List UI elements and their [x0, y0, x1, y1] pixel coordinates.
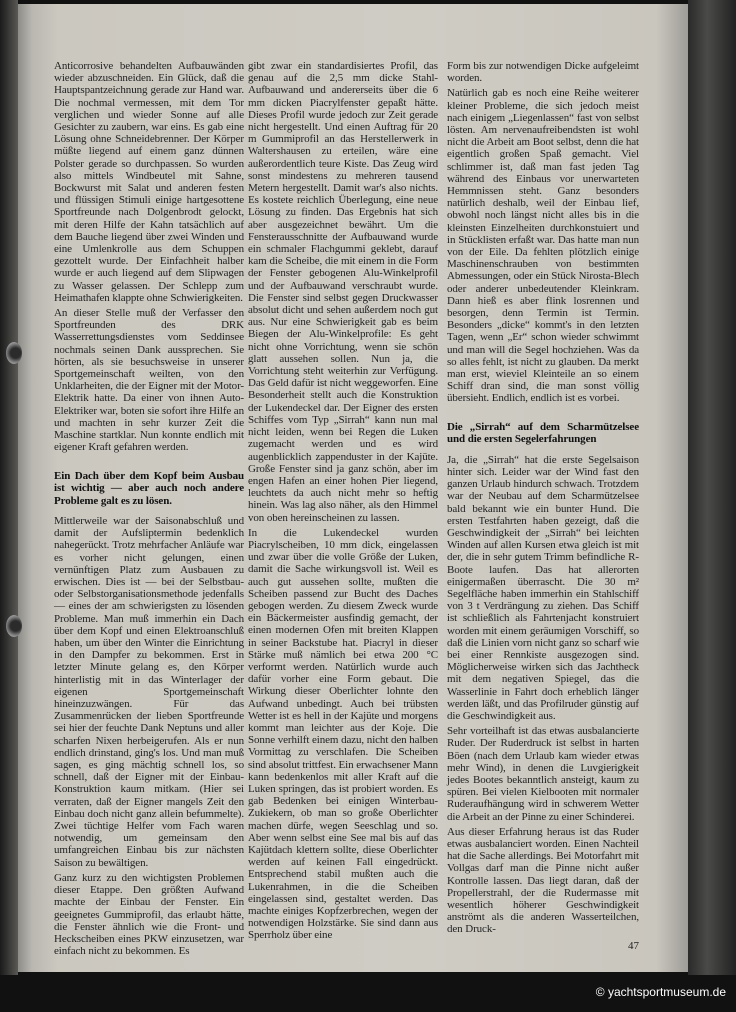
text-column-2 [248, 60, 438, 945]
text-column-3-wrapper [447, 60, 726, 999]
section-heading: Die „Sirrah“ auf dem Scharmützelsee und die ersten Segelerfahrungen [447, 420, 639, 446]
paragraph: Form bis zur notwendigen Dicke aufgeleimt worden. [447, 60, 639, 85]
paragraph: In die Lukendeckel wurden Piacrylscheiben, 10 mm dick, eingelassen und zwar über die volle Größe der Luken, damit die Sache wirkungsvoll ist. Weil es auch gut aussehen sollte, mußten die Scheiben passend zur Bucht des Daches gebogen werden. Zu diesem Zweck wurde ein Bäckermeister ausfindig gemacht, der einen modernen Ofen mit breiten Klappen in seiner Backstube hat. Piacryl in dieser Stärke muß nämlich bei etwa 200 °C verformt werden. Natürlich wurde auch dafür vorher eine Form gebaut. Die Wirkung dieser Oberlichter lohnte den Aufwand unbedingt. Auch bei trübsten Wetter ist es hell in der Kajüte und morgens kommt man leichter aus der Koje. Die Sonne verhilft einem dazu, nicht den halben Vormittag zu verschlafen. Die Scheiben sind absolut trittfest. Ein erwachsener Mann kann bedenkenlos mit aller Kraft auf die Luken springen, das ist probiert worden. Es gab Bedenken bei einigen Winterbau-Zukiekern, ob man so große Oberlichter machen dürfe, wegen Seeschlag und so. Aber wenn selbst eine See mal bis auf das Kajütdach klettern sollte, diese Oberlichter werden auf keinen Fall eingedrückt. Entsprechend stabil mußten auch die Lukenrahmen, in die die Scheiben eingelassen sind, gestaltet werden. Das machte einiges Kopfzerbrechen, wegen der notwendigen Holzstärke. Sie sind dann aus Sperrholz über eine [248, 526, 438, 942]
book-spine [0, 0, 18, 975]
text-column-1 [54, 60, 244, 960]
paragraph: gibt zwar ein standardisiertes Profil, das genau auf die 2,5 mm dicke Stahl-Aufbauwand und andererseits über die 6 mm dicken Piacrylfenster gepaßt hätte. Dieses Profil wurde jedoch zur Zeit gerade nicht hergestellt. Und einen Auftrag für 20 m Gummiprofil an das Herstellerwerk in Waltershausen zu erteilen, wäre eine außerordentlich teure Kiste. Das Zeug wird sonst mindestens zu mehreren tausend Metern hergestellt. Damit war's also nichts. Es kostete reichlich Überlegung, eine neue Lösung zu finden. Das Ergebnis hat sich aber ausgezeichnet bewährt. Um die Fensterausschnitte der Aufbauwand wurde ein schmaler Flachgummi geklebt, darauf kam die Scheibe, die mit einem in die Form der Fenster gebogenen Alu-Winkelprofil und der Aufbauwand verschraubt wurde. Die Fenster sind selbst gegen Druckwasser absolut dicht und sehen außerdem noch gut aus. Nur eine Schwierigkeit gab es beim Biegen der Alu-Winkelprofile: Es geht nicht ohne Vorrichtung, wenn sie schön glatt aussehen sollen. Nun ja, die Vorrichtung steht weiterhin zur Verfügung. Das Geld dafür ist nicht weggeworfen. Eine Besonderheit stellt auch die Konstruktion der Lukendeckel dar. Der Eigner des ersten Schiffes vom Typ „Sirrah“ kann nun mal nicht leiden, wenn bei Regen die Luken zugemacht werden und es wird augenblicklich zappenduster in der Kajüte. Große Fenster sind ja ganz schön, aber im engen Hafen an einer hohen Pier liegend, leuchtets da auch nicht mehr so heftig hinein. Was lag also näher, als den Himmel von oben hereinscheinen zu lassen. [248, 60, 438, 524]
binder-ring-hole [6, 342, 22, 364]
paragraph: Mittlerweile war der Saisonabschluß und damit der Aufsliptermin bedenklich nahegerückt. Trotz mehrfacher Anläufe war es vorher nicht gelungen, einen vernünftigen Platz zum Ausbauen zu erwischen. Dies ist — bei der Selbstbau- oder Selbstorganisationsmethode jedenfalls — eines der am schwierigsten zu lösenden Probleme. Man muß immerhin ein Dach über dem Kopf und einen Elektroanschluß haben, um über den Winter die Einrichtung in den Dampfer zu bekommen. Erst in letzter Minute gelang es, den Körper hinterlistig mit in das Winterlager der eigenen Sportgemeinschaft hineinzuzwängen. Für das Zusammenrücken der lieben Sportfreunde sei hier der feuchte Dank Neptuns und aller scharfen Nixen herbeigerufen. Als er nun endlich drinstand, ging's los. Und man muß sagen, es ging mächtig schnell los, so schnell, daß der Eigner mit der Einbau-Konstruktion kaum mitkam. (Hier sei verraten, daß der Eigner mangels Zeit den Einbau doch nicht ganz allein befummelte). Zwei tüchtige Helfer vom Fach waren notwendig, um gemeinsam den umfangreichen Einbau bis zur nächsten Saison zu bewältigen. [54, 515, 244, 869]
binder-ring-hole [6, 615, 22, 637]
paragraph: Natürlich gab es noch eine Reihe weiterer kleiner Probleme, die sich jedoch meist nach einigem „Liegenlassen“ fast von selbst lösten. Am nervenaufreibendsten ist wohl nicht die Arbeit am Boot selbst, denn die hat eigentlich großen Spaß gemacht. Viel schlimmer ist, daß man fast jeden Tag während des Einbaus vor unerwarteten Hemmnissen steht. Ganz besonders natürlich deshalb, weil der Einbau lief, obwohl noch längst nicht alles bis in die kleinsten Einzelheiten durchkonstuiert und in Stücklisten erfaßt war. Das hatte man nun von der Eile. Da fehlten plötzlich einige Maschinenschrauben von bestimmten Abmessungen, oder ein Stück Nirosta-Blech oder anderer unbedeutender Kleinkram. Dann hieß es aber flink losrennen und besorgen, denn Termin ist Termin. Besonders „dicke“ kommt's in den letzten Tagen, wenn „Er“ schon wieder schwimmt und man will die Segel hochziehen. Was da so alles fehlt, ist nicht zu glauben. Da merkt man erst, wieviel Kleinteile an so einem Schiff dran sind, die man sonst völlig übersieht. Endlich, endlich ist es vorbei. [447, 87, 639, 405]
paragraph: An dieser Stelle muß der Verfasser den Sportfreunden des DRK Wasserrettungsdienstes vom Seddinsee nochmals seinen Dank aussprechen. Sie hörten, als sie besuchsweise in unserer Sportgemeinschaft weilten, von den Unklarheiten, die der Eigner mit der Motor-Elektrik hatte. Da einer von ihnen Auto-Elektriker war, boten sie sofort ihre Hilfe an und machten in sehr kurzer Zeit die Maschine startklar. Nun konnte endlich mit eigener Kraft gefahren werden. [54, 307, 244, 454]
text-column-3 [447, 60, 639, 936]
paragraph: Sehr vorteilhaft ist das etwas ausbalancierte Ruder. Der Ruderdruck ist selbst in harten Böen (nach dem Urlaub kam wieder etwas mehr Wind), in denen die Luvgierigkeit jedes Bootes bekanntlich ansteigt, kaum zu spüren. Bei vielen Kielbooten mit normaler Ruderaufhängung wird in schwerem Wetter die Arbeit an der Pinne zu einer Schinderei. [447, 725, 639, 823]
page-number: 47 [628, 939, 639, 952]
section-heading: Ein Dach über dem Kopf beim Ausbau ist wichtig — aber auch noch andere Probleme galt es zu lösen. [54, 469, 244, 507]
paragraph: Aus dieser Erfahrung heraus ist das Ruder etwas ausbalanciert worden. Einen Nachteil hat die Sache allerdings. Bei Motorfahrt mit Vollgas darf man die Pinne nicht außer Kontrolle lassen. Das liegt daran, daß der Propellerstrahl, der die Rudermasse mit wesentlich höherer Geschwindigkeit anströmt als die anderen Wasserteilchen, den Druck- [447, 825, 639, 936]
paragraph: Ganz kurz zu den wichtigsten Problemen dieser Etappe. Den größten Aufwand machte der Einbau der Fenster. Ein geeignetes Gummiprofil, das erlaubt hätte, die Fenster ähnlich wie die Front- und Heckscheiben eines PKW einzusetzen, war einfach nicht zu bekommen. Es [54, 871, 244, 958]
watermark: © yachtsportmuseum.de [595, 984, 726, 999]
paragraph: Anticorrosive behandelten Aufbauwänden wieder abzuschneiden. Ein Glück, daß die Hauptspantzeichnung gerade zur Hand war. Die nochmal vermessen, mit dem Tor verglichen und wieder Sonne auf alle Gesichter zu zaubern, war eins. Es gab eine Lösung ohne Schneidebrenner. Der Körper müßte liegend auf einem ganz dünnen Polster gerade so durchpassen. So wurden also mittels Windbeutel mit Sahne, Bockwurst mit Salat und anderen festen und flüssigen Stimuli einige hartgesottene Sportfreunde nach Dolgenbrodt gelockt, mit deren Hilfe der Kahn tatsächlich auf dem Bauche liegend über zwei Winden und eine Umlenkrolle aus dem Schuppen gezottelt wurde. Der Einfachheit halber wurde er auch liegend auf dem Slipwagen zu Wasser gelassen. Der Schlepp zum Heimathafen klappte ohne Schwierigkeiten. [54, 60, 244, 304]
paragraph: Ja, die „Sirrah“ hat die erste Segelsaison hinter sich. Leider war der Wind fast den ganzen Urlaub hindurch schwach. Trotzdem war der Neubau auf dem Scharmützelsee bald bekannt wie ein bunter Hund. Die ersten Testfahrten haben gezeigt, daß die Geschwindigkeit der „Sirrah“ bei leichten Winden auf allen Kursen etwa gleich ist mit der, die in sehr gutem Trimm befindliche R-Boote laufen. Das hat allerorten einigermaßen überrascht. Die 30 m² Segelfläche haben immerhin ein Stahlschiff von 3 t Verdrängung zu ziehen. Das Schiff ist schließlich als Fahrtenjacht konstruiert worden mit einem geräumigen Vorschiff, so daß die Linien vorn nicht ganz so scharf wie bei einer Rennkiste ausgezogen sind. Möglicherweise wirken sich das Jachtheck mit dem negativen Spiegel, das die Wasserlinie in Fahrt doch erheblich länger werden läßt, und das Profilruder günstig auf die Geschwindigkeit aus. [447, 453, 639, 722]
